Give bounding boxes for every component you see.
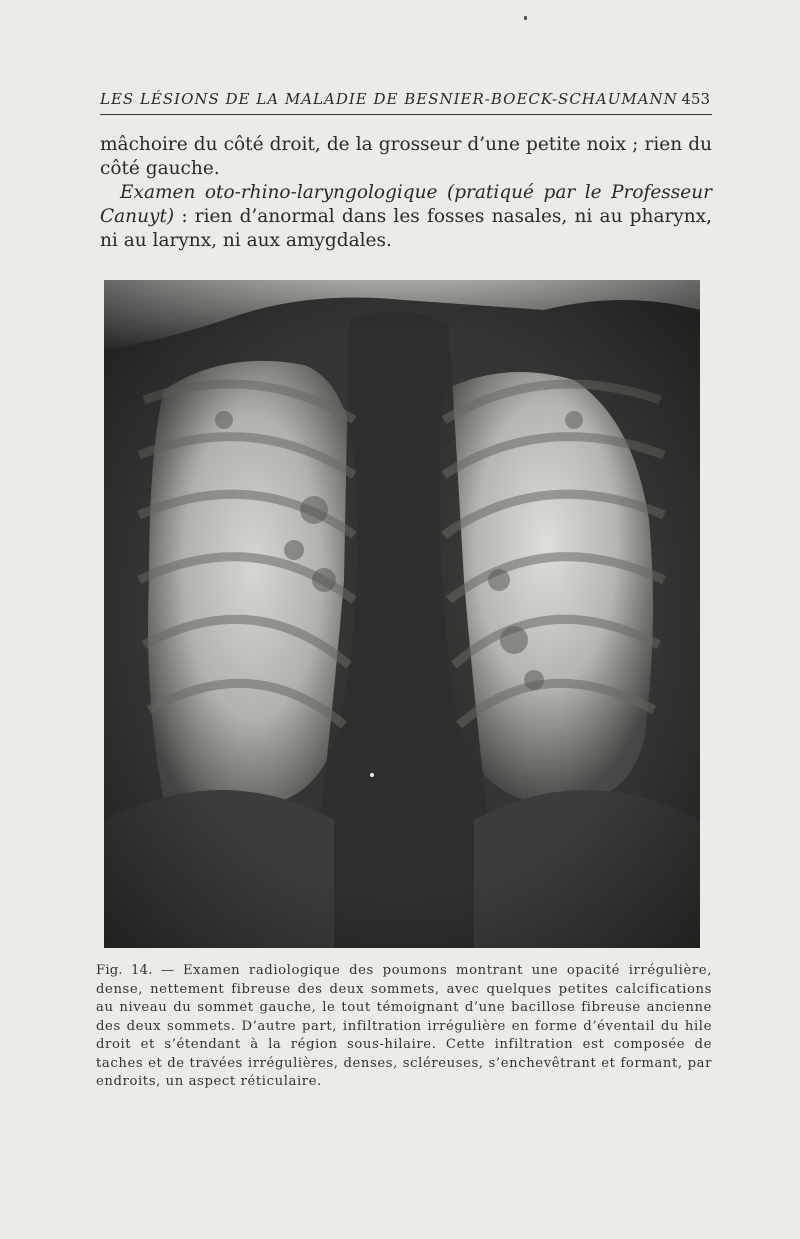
paragraph-oto-rhino-exam (100, 181, 712, 253)
figure-label: Fig. 14. — (96, 963, 175, 978)
page-number: 453 (681, 90, 710, 108)
print-speck (524, 16, 527, 20)
running-title: LES LÉSIONS DE LA MALADIE DE BESNIER-BOECK-SCHAUMANN (100, 90, 678, 108)
paragraph-continuation: mâchoire du côté droit, de la grosseur d’une petite noix ; rien du côté gauche. (100, 134, 712, 179)
figure-caption-text: Examen radiologique des poumons montrant une opacité irrégulière, dense, nettement fibreuse des deux sommets, avec quelques petites calcifications au niveau du sommet gauche, le tout témoignant d’une bacillose fibreuse ancienne des deux sommets. D’autre part, infiltration irrégulière en forme d’éventail du hile droit et s’étendant à la région sous-hilaire. Cette infiltration est composée de taches et de travées irrégulières, denses, scléreuses, s’enchevêtrant et formant, par endroits, un aspect réticulaire. (96, 963, 713, 1089)
body-text (100, 133, 712, 253)
paragraph-italic-lead: Examen oto-rhino-laryngologique (pratiqué par le Professeur Canuyt) (100, 182, 712, 227)
figure-caption (96, 962, 712, 1092)
xray-image (104, 280, 700, 948)
paragraph-rest: : rien d’anormal dans les fosses nasales, ni au pharynx, ni au larynx, ni aux amygdales. (100, 206, 712, 251)
running-header (100, 88, 712, 115)
chest-xray-figure (104, 280, 700, 948)
